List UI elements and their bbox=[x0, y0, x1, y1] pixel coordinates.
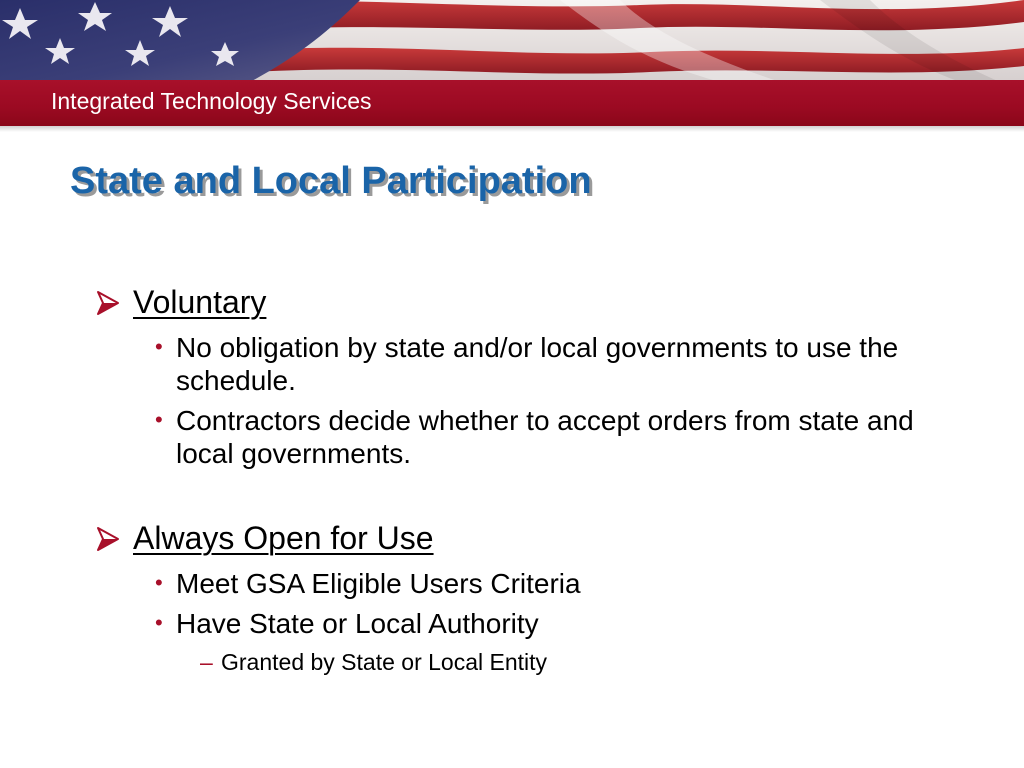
ribbon-title: Integrated Technology Services bbox=[51, 88, 372, 114]
list-item-text: Meet GSA Eligible Users Criteria bbox=[176, 568, 581, 599]
section-heading-text: Voluntary bbox=[133, 284, 267, 320]
list-item-text: No obligation by state and/or local governments to use the schedule. bbox=[176, 332, 899, 396]
bullet-icon: • bbox=[155, 570, 163, 595]
bullet-icon: • bbox=[155, 407, 163, 432]
bullet-icon: • bbox=[155, 334, 163, 359]
dash-bullet-icon: – bbox=[200, 649, 213, 675]
list-item-text: Have State or Local Authority bbox=[176, 608, 539, 639]
slide-title: State and Local Participation bbox=[70, 160, 592, 202]
arrow-bullet-icon bbox=[96, 290, 120, 316]
sub-list-item-text: Granted by State or Local Entity bbox=[221, 649, 548, 675]
arrow-bullet-icon bbox=[96, 526, 120, 552]
bullet-icon: • bbox=[155, 610, 163, 635]
section-heading-text: Always Open for Use bbox=[133, 520, 434, 556]
list-item-text: Contractors decide whether to accept orders from state and local governments. bbox=[176, 405, 914, 469]
